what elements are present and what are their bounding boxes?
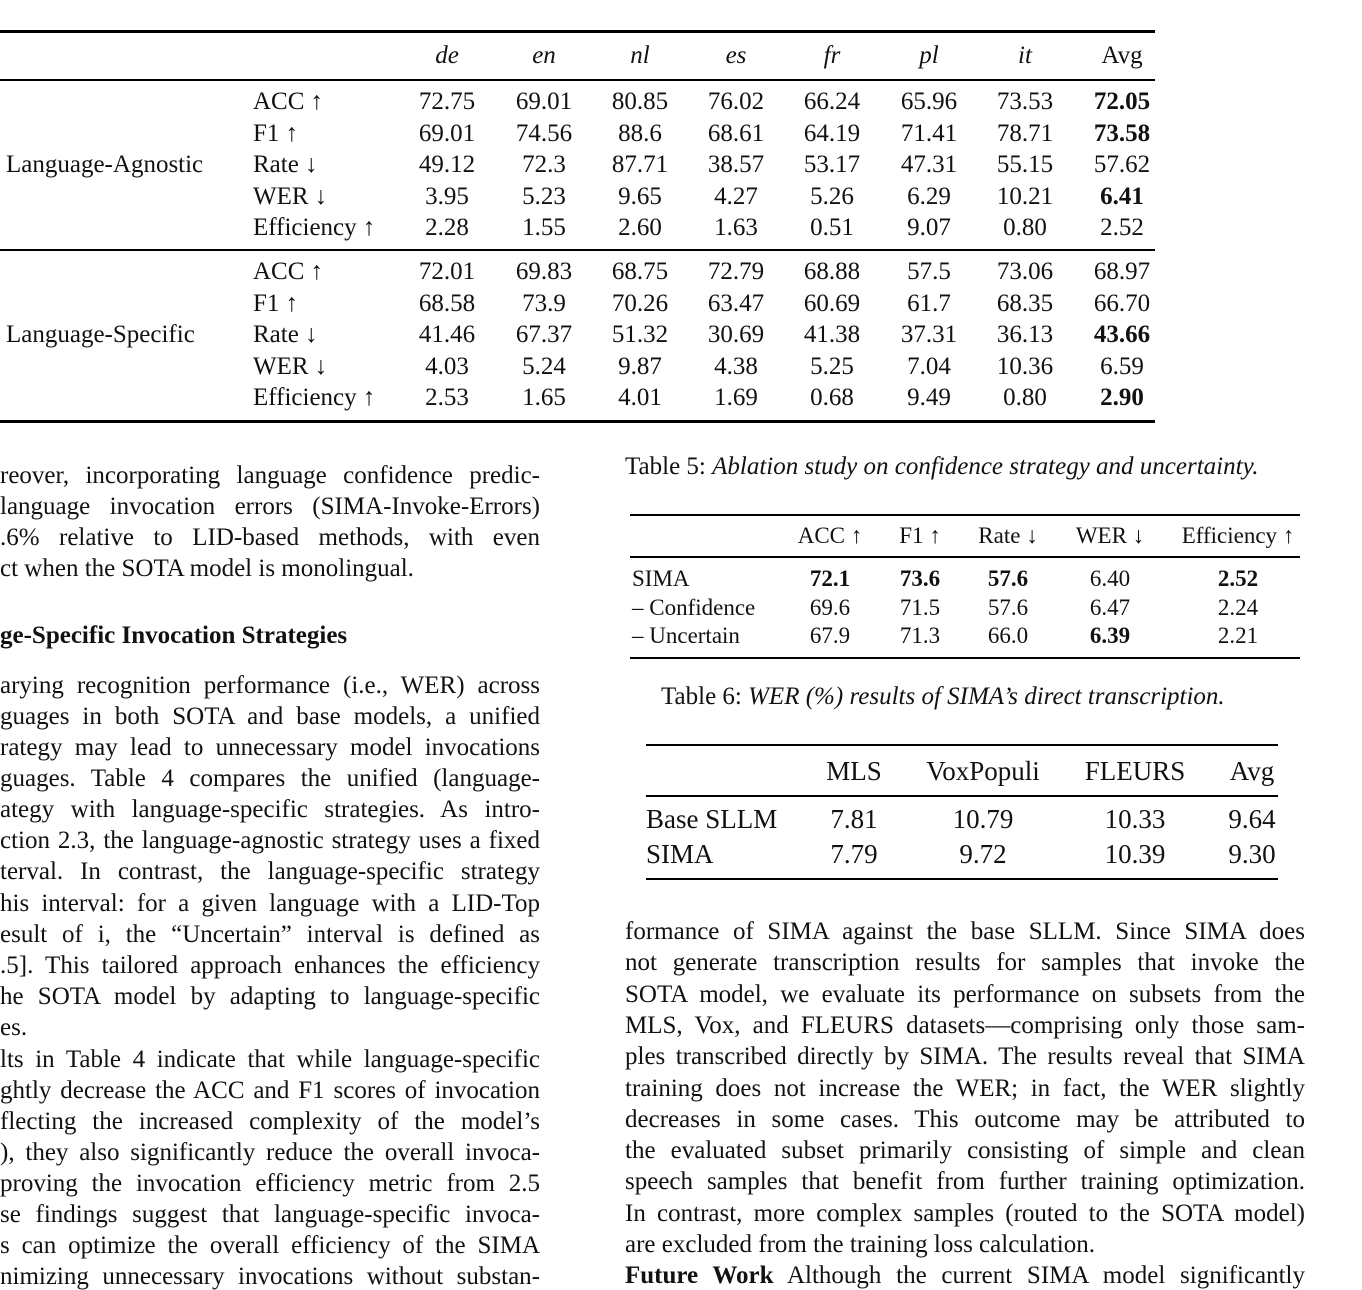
table-5-column-header: Efficiency ↑ xyxy=(1181,523,1295,548)
body-text-line: SOTA model, we evaluate its performance on subsets from the xyxy=(625,980,1305,1008)
table-5-row-label: – Uncertain xyxy=(632,623,740,648)
table-4-cell: 61.7 xyxy=(907,289,951,317)
body-text-line: In contrast, more complex samples (routed to the SOTA model) xyxy=(625,1199,1305,1227)
table-4-cell: 55.15 xyxy=(996,151,1054,178)
table-4-cell: 1.63 xyxy=(714,214,758,241)
table-4-cell: 57.5 xyxy=(907,258,951,285)
table-4-cell: 41.38 xyxy=(803,321,861,348)
table-4-cell: 68.58 xyxy=(418,289,476,317)
table-4-column-header: it xyxy=(1018,42,1032,69)
table-6-cell: 7.79 xyxy=(830,839,878,869)
table-4-cell: 74.56 xyxy=(515,119,573,147)
future-work-text: Although the current SIMA model significantly xyxy=(786,1262,1305,1290)
table-4-cell: 63.47 xyxy=(707,289,765,317)
table-4-cell: 6.41 xyxy=(1100,182,1144,210)
table-4-cell: 76.02 xyxy=(707,88,765,115)
table-4-cell: 0.80 xyxy=(1003,214,1047,241)
body-text-line: ction 2.3, the language-agnostic strategy uses a fixed xyxy=(0,827,540,854)
body-text-line: lts in Table 4 indicate that while language-specific xyxy=(0,1046,540,1073)
table-4-cell: 4.01 xyxy=(618,384,662,411)
right-column-text xyxy=(625,916,1305,1290)
table-4-group-rule xyxy=(0,249,1155,251)
table-5-cell: 67.9 xyxy=(809,623,851,648)
table-6-header-rule xyxy=(646,795,1278,797)
table-4-cell: 5.25 xyxy=(810,352,854,380)
table-4-cell: 10.21 xyxy=(996,182,1054,210)
table-4-cell: 49.12 xyxy=(418,151,476,178)
table-5-cell: 66.0 xyxy=(987,623,1029,648)
table-5-cell: 69.6 xyxy=(809,594,851,620)
table-4-column-header: es xyxy=(725,42,747,69)
body-text-line: his interval: for a given language with a LID-Top xyxy=(0,890,540,917)
table-4-cell: 72.75 xyxy=(418,88,476,115)
table-4-cell: 73.53 xyxy=(996,88,1054,115)
body-text-line: terval. In contrast, the language-specific strategy xyxy=(0,858,540,885)
table-5-cell: 2.24 xyxy=(1217,594,1259,620)
table-4-cell: 1.65 xyxy=(522,384,566,411)
table-4-cell: 9.07 xyxy=(907,214,951,241)
table-6-cell: 7.81 xyxy=(830,804,878,834)
table-4-metric-label: Rate ↓ xyxy=(253,151,318,178)
table-5-cell: 6.39 xyxy=(1089,623,1131,648)
table-4-column-header: fr xyxy=(823,42,841,69)
table-4-cell: 88.6 xyxy=(618,119,662,147)
table-6-column-header: VoxPopuli xyxy=(926,756,1040,786)
table-4-cell: 66.24 xyxy=(803,88,861,115)
table-5-column-header: Rate ↓ xyxy=(978,523,1038,548)
left-column-text xyxy=(0,458,540,1290)
table-5-cell: 71.3 xyxy=(899,623,941,648)
table-4-cell: 72.05 xyxy=(1093,88,1151,115)
body-text-line: ), they also significantly reduce the overall invoca- xyxy=(0,1139,540,1166)
table-4-cell: 87.71 xyxy=(611,151,669,178)
table-4-header-rule xyxy=(0,79,1155,81)
body-text-line: decreases in some cases. This outcome may be attributed to xyxy=(625,1105,1305,1133)
table-4-group-label: Language-Agnostic xyxy=(6,151,204,178)
body-text-line: esult of i, the “Uncertain” interval is defined as xyxy=(0,921,540,948)
table-6-cell: 9.64 xyxy=(1228,804,1276,834)
table-4-metric-label: WER ↓ xyxy=(253,352,328,380)
table-5-column-header: F1 ↑ xyxy=(899,523,941,548)
table-4-cell: 68.88 xyxy=(803,258,861,285)
table-4-cell: 1.69 xyxy=(714,384,758,411)
body-text-line: he SOTA model by adapting to language-specific xyxy=(0,983,540,1010)
table-5-cell: 2.52 xyxy=(1217,566,1259,591)
table-6-cell: 10.33 xyxy=(1104,804,1166,834)
table-4-metric-label: F1 ↑ xyxy=(253,119,299,147)
table-4-column-header: pl xyxy=(919,42,939,69)
table-5-column-header: ACC ↑ xyxy=(797,523,863,548)
body-text-line: arying recognition performance (i.e., WER) across xyxy=(0,672,540,699)
table-4-cell: 53.17 xyxy=(803,151,861,178)
table-4-cell: 69.01 xyxy=(515,88,573,115)
table-5 xyxy=(630,514,1300,660)
body-text-line: guages. Table 4 compares the unified (language- xyxy=(0,765,540,792)
table-5-row-label: SIMA xyxy=(632,566,690,591)
table-4-cell: 6.29 xyxy=(907,182,951,210)
table-5-cell: 73.6 xyxy=(899,566,941,591)
table-5-cell: 71.5 xyxy=(899,594,941,620)
table-5-top-rule xyxy=(630,514,1300,516)
table-4-cell: 69.01 xyxy=(418,119,476,147)
body-text-line: reover, incorporating language confidence predic- xyxy=(0,462,540,489)
section-heading: ge-Specific Invocation Strategies xyxy=(0,622,348,649)
body-text-line: formance of SIMA against the base SLLM. Since SIMA does xyxy=(625,918,1305,945)
table-4-cell: 3.95 xyxy=(425,182,469,210)
table-4-cell: 78.71 xyxy=(996,119,1054,147)
table-4-cell: 67.37 xyxy=(515,321,573,348)
table-4-metric-label: WER ↓ xyxy=(253,182,328,210)
body-text-line: language invocation errors (SIMA-Invoke-Errors) xyxy=(0,493,540,520)
table-4-cell: 9.49 xyxy=(907,384,951,411)
table-4-cell: 0.80 xyxy=(1003,384,1047,411)
table-5-cell: 57.6 xyxy=(987,594,1029,620)
table-4-cell: 5.26 xyxy=(810,182,854,210)
table-5-row-label: – Confidence xyxy=(632,594,756,620)
table-4-cell: 71.41 xyxy=(900,119,958,147)
table-4-top-rule xyxy=(0,30,1155,33)
body-text-line: nimizing unnecessary invocations without substan- xyxy=(0,1263,540,1290)
table-4-cell: 68.35 xyxy=(996,289,1054,317)
table-4-cell: 5.24 xyxy=(522,352,566,380)
table-6-column-header: Avg xyxy=(1229,756,1275,786)
table-6-row-label: SIMA xyxy=(646,839,714,869)
table-6-row-label: Base SLLM xyxy=(646,804,778,834)
table-4-cell: 2.60 xyxy=(618,214,662,241)
table-5-cell: 72.1 xyxy=(809,566,851,591)
table-4-column-header: de xyxy=(435,42,459,69)
table-4-metric-label: ACC ↑ xyxy=(253,258,324,285)
table-4-cell: 80.85 xyxy=(611,88,669,115)
table-4-cell: 2.53 xyxy=(425,384,469,411)
table-4-cell: 9.65 xyxy=(618,182,662,210)
body-text-line: .5]. This tailored approach enhances the efficiency xyxy=(0,952,540,979)
table-4-cell: 72.3 xyxy=(522,151,566,178)
body-text-line: flecting the increased complexity of the model’s xyxy=(0,1108,540,1135)
table-5-cell: 6.47 xyxy=(1089,594,1131,620)
body-text-line: ples transcribed directly by SIMA. The results reveal that SIMA xyxy=(625,1043,1305,1071)
table-4-metric-label: Rate ↓ xyxy=(253,321,318,348)
table-6-cell: 9.30 xyxy=(1228,839,1276,869)
table-4-cell: 68.61 xyxy=(707,119,765,147)
table-4-cell: 4.38 xyxy=(714,352,758,380)
future-work-heading: Future Work xyxy=(625,1262,774,1290)
table-6-bottom-rule xyxy=(646,878,1278,880)
table-4-cell: 73.06 xyxy=(996,258,1054,285)
table-4-cell: 0.68 xyxy=(810,384,854,411)
future-work-paragraph xyxy=(625,1260,1305,1290)
table-4-cell: 2.52 xyxy=(1100,214,1144,241)
table-4-cell: 2.28 xyxy=(425,214,469,241)
table-4-cell: 65.96 xyxy=(900,88,958,115)
table-4-cell: 69.83 xyxy=(515,258,573,285)
table-4-cell: 47.31 xyxy=(900,151,958,178)
table-4-cell: 7.04 xyxy=(907,352,951,380)
table-4-cell: 38.57 xyxy=(707,151,765,178)
table-4-cell: 0.51 xyxy=(810,214,854,241)
table-5-cell: 57.6 xyxy=(987,566,1029,591)
table-6-column-header: FLEURS xyxy=(1084,756,1186,786)
table-5-caption-text: Ablation study on confidence strategy and uncertainty. xyxy=(712,453,1259,480)
table-5-bottom-rule xyxy=(630,657,1300,659)
table-4-column-header: en xyxy=(532,42,556,69)
table-4-cell: 57.62 xyxy=(1093,151,1151,178)
table-4-cell: 66.70 xyxy=(1093,289,1151,317)
table-4-cell: 10.36 xyxy=(996,352,1054,380)
body-text-line: training does not increase the WER; in fact, the WER slightly xyxy=(625,1074,1305,1102)
table-4-cell: 6.59 xyxy=(1100,352,1144,380)
table-5-caption xyxy=(625,452,1259,482)
table-4-cell: 1.55 xyxy=(522,214,566,241)
table-4-metric-label: F1 ↑ xyxy=(253,289,299,317)
table-5-column-header: WER ↓ xyxy=(1075,523,1145,548)
table-6-caption xyxy=(661,682,1225,712)
table-4-cell: 36.13 xyxy=(996,321,1054,348)
body-text-line: the evaluated subset primarily consisting of simple and clean xyxy=(625,1137,1305,1165)
body-text-line: are excluded from the training loss calculation. xyxy=(625,1231,1095,1258)
table-4-column-header: Avg xyxy=(1101,42,1143,69)
body-text-line: .6% relative to LID-based methods, with even xyxy=(0,524,540,551)
table-5-cell: 2.21 xyxy=(1217,623,1259,648)
table-4-cell: 4.03 xyxy=(425,352,469,380)
table-6 xyxy=(646,744,1278,882)
table-4-cell: 60.69 xyxy=(803,289,861,317)
body-text-line: ghtly decrease the ACC and F1 scores of invocation xyxy=(0,1077,540,1104)
body-text-line: se findings suggest that language-specific invoca- xyxy=(0,1201,540,1228)
table-4-group-label: Language-Specific xyxy=(6,321,195,348)
table-4-cell: 30.69 xyxy=(707,321,765,348)
table-4-cell: 73.58 xyxy=(1093,119,1151,147)
table-6-cell: 10.79 xyxy=(952,804,1014,834)
table-4-cell: 72.01 xyxy=(418,258,476,285)
body-text-line: proving the invocation efficiency metric from 2.5 xyxy=(0,1170,540,1197)
table-4-cell: 41.46 xyxy=(418,321,476,348)
table-4-metric-label: Efficiency ↑ xyxy=(253,214,376,241)
table-4-cell: 5.23 xyxy=(522,182,566,210)
table-4-metric-label: Efficiency ↑ xyxy=(253,384,376,411)
table-4-cell: 73.9 xyxy=(522,289,566,317)
table-6-caption-text: WER (%) results of SIMA’s direct transcription. xyxy=(748,683,1225,710)
table-5-cell: 6.40 xyxy=(1089,566,1131,591)
body-text-line: MLS, Vox, and FLEURS datasets—comprising only those sam- xyxy=(625,1011,1305,1039)
table-5-caption-label: Table 5: xyxy=(625,453,706,480)
body-text-line: es. xyxy=(0,1014,28,1041)
body-text-line: s can optimize the overall efficiency of the SIMA xyxy=(0,1232,540,1259)
table-6-cell: 10.39 xyxy=(1104,839,1166,869)
table-4-cell: 70.26 xyxy=(611,289,669,317)
body-text-line: ategy with language-specific strategies. As intro- xyxy=(0,796,540,823)
table-4-cell: 9.87 xyxy=(618,352,662,380)
table-4-cell: 68.75 xyxy=(611,258,669,285)
table-4-cell: 64.19 xyxy=(803,119,861,147)
table-6-top-rule xyxy=(646,744,1278,746)
body-text-line: not generate transcription results for samples that invoke the xyxy=(625,949,1305,977)
body-text-line: guages in both SOTA and base models, a unified xyxy=(0,703,540,730)
table-4-cell: 37.31 xyxy=(900,321,958,348)
table-4-cell: 2.90 xyxy=(1100,384,1144,411)
table-5-header-rule xyxy=(630,556,1300,558)
table-4-cell: 4.27 xyxy=(714,182,758,210)
table-4-metric-label: ACC ↑ xyxy=(253,88,324,115)
table-4-column-header: nl xyxy=(630,42,650,69)
table-4-cell: 68.97 xyxy=(1093,258,1151,285)
table-4-cell: 51.32 xyxy=(611,321,669,348)
body-text-line: speech samples that benefit from further training optimization. xyxy=(625,1168,1305,1196)
body-text-line: ct when the SOTA model is monolingual. xyxy=(0,555,414,582)
table-6-column-header: MLS xyxy=(826,756,882,786)
table-6-caption-label: Table 6: xyxy=(661,683,742,710)
table-4-bottom-rule xyxy=(0,420,1155,423)
table-4-cell: 43.66 xyxy=(1093,321,1151,348)
body-text-line: rategy may lead to unnecessary model invocations xyxy=(0,734,540,761)
table-6-cell: 9.72 xyxy=(959,839,1007,869)
table-4-cell: 72.79 xyxy=(707,258,765,285)
